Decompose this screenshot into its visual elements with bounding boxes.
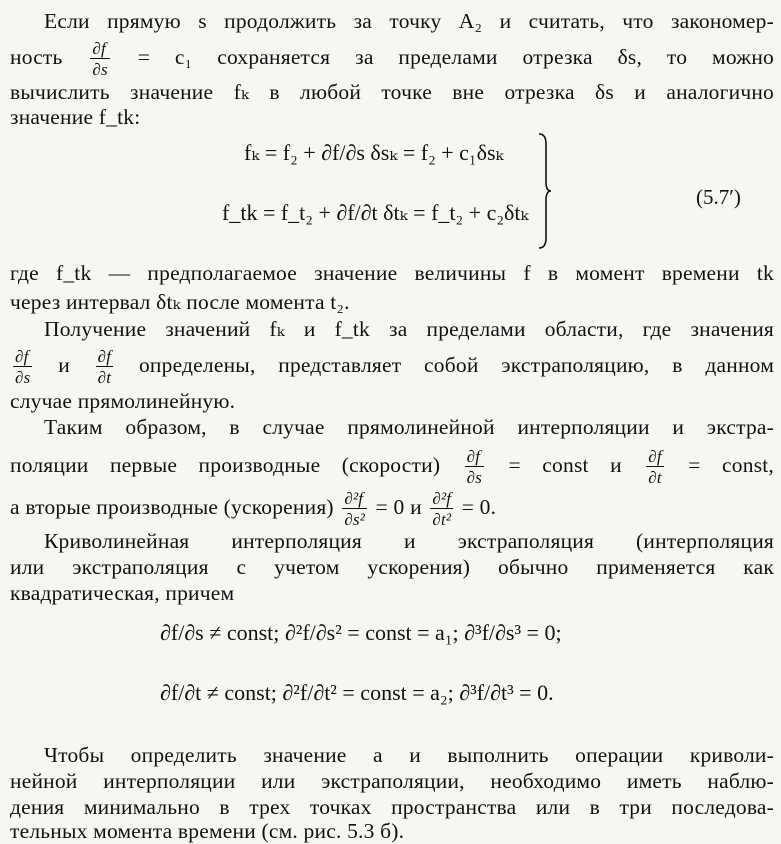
equation-line-1: fₖ = f₂ + ∂f/∂s δsₖ = f₂ + c₁δsₖ [244, 140, 504, 165]
equation2-line-1: ∂f/∂s ≠ const; ∂²f/∂s² = const = a₁; ∂³f/∂s³ = 0; [160, 620, 562, 645]
para5-line1: Криволинейная интерполяция и экстраполяция (интерполяция [44, 529, 774, 553]
para2-line1: где f_tk — предполагаемое значение величины f в момент времени tk [10, 261, 774, 285]
para4-line3-end: = 0. [461, 494, 497, 519]
para5-line2: или экстраполяция с учетом ускорения) обычно применяется как [10, 555, 774, 579]
para1-line2-start: ность [10, 44, 63, 69]
para3-line2 [10, 348, 774, 386]
para4-line2-mid: = const и [508, 452, 622, 477]
para4-line3 [10, 490, 774, 528]
para2-line2: через интервал δtₖ после момента t₂. [10, 290, 350, 314]
para6-line4: тельных момента времени (см. рис. 5.3 б). [10, 819, 405, 843]
para3-line2-end: определены, представляет собой экстраполяцию, в данном [138, 352, 775, 377]
para5-line3: квадратическая, причем [10, 581, 235, 605]
para4-line1: Таким образом, в случае прямолинейной интерполяции и экстра- [44, 415, 774, 439]
fraction-df-ds: $\frac{\partial f}{\partial s}$ [15, 347, 31, 387]
fraction-d2f-dt2: $\frac{\text{∂²f}}{\text{∂t²}}$ [432, 489, 452, 529]
para4-line2 [10, 448, 774, 486]
para1-line4: значение f_tk: [10, 105, 141, 129]
equation-line-2: f_tk = f_t₂ + ∂f/∂t δtₖ = f_t₂ + c₂δtₖ [222, 200, 529, 225]
para1-line1: Если прямую s продолжить за точку A₂ и считать, что закономер- [44, 9, 774, 33]
para1-line3: вычислить значение fₖ в любой точке вне отрезка δs и аналогично [10, 80, 774, 104]
para1-line2 [10, 40, 774, 78]
equation2-line-2: ∂f/∂t ≠ const; ∂²f/∂t² = const = a₂; ∂³f/∂t³ = 0. [160, 680, 554, 705]
para6-line3: дения минимально в трех точках пространства или в три последова- [10, 795, 774, 819]
para3-line2-and: и [58, 352, 70, 377]
para3-line1: Получение значений fₖ и f_tk за пределами области, где значения [44, 317, 774, 341]
para4-line2-end: = const, [688, 452, 775, 477]
fraction-df-dt: $\frac{\partial f}{\partial t}$ [648, 447, 662, 487]
fraction-df-ds: $\frac{\partial f}{\partial s}$ [466, 447, 483, 487]
fraction-d2f-ds2: $\frac{\text{∂²f}}{\text{∂s²}}$ [344, 489, 366, 529]
para6-line2: нейной интерполяции или экстраполяции, необходимо иметь наблю- [10, 769, 774, 793]
right-brace-icon [538, 132, 552, 250]
fraction-df-ds: $\frac{\partial f}{\partial s}$ [92, 39, 108, 79]
para4-line2-start: поляции первые производные (скорости) [10, 452, 441, 477]
equation-number: (5.7′) [696, 185, 741, 209]
fraction-df-dt: $\frac{\partial f}{\partial t}$ [97, 347, 112, 387]
para4-line3-start: а вторые производные (ускорения) [10, 494, 334, 519]
para4-line3-mid: = 0 и [375, 494, 422, 519]
para6-line1: Чтобы определить значение a и выполнить операции криволи- [44, 743, 774, 767]
para3-line3: случае прямолинейную. [10, 389, 236, 413]
para1-line2-end: = c₁ сохраняется за пределами отрезка δs, то можно [137, 44, 774, 69]
